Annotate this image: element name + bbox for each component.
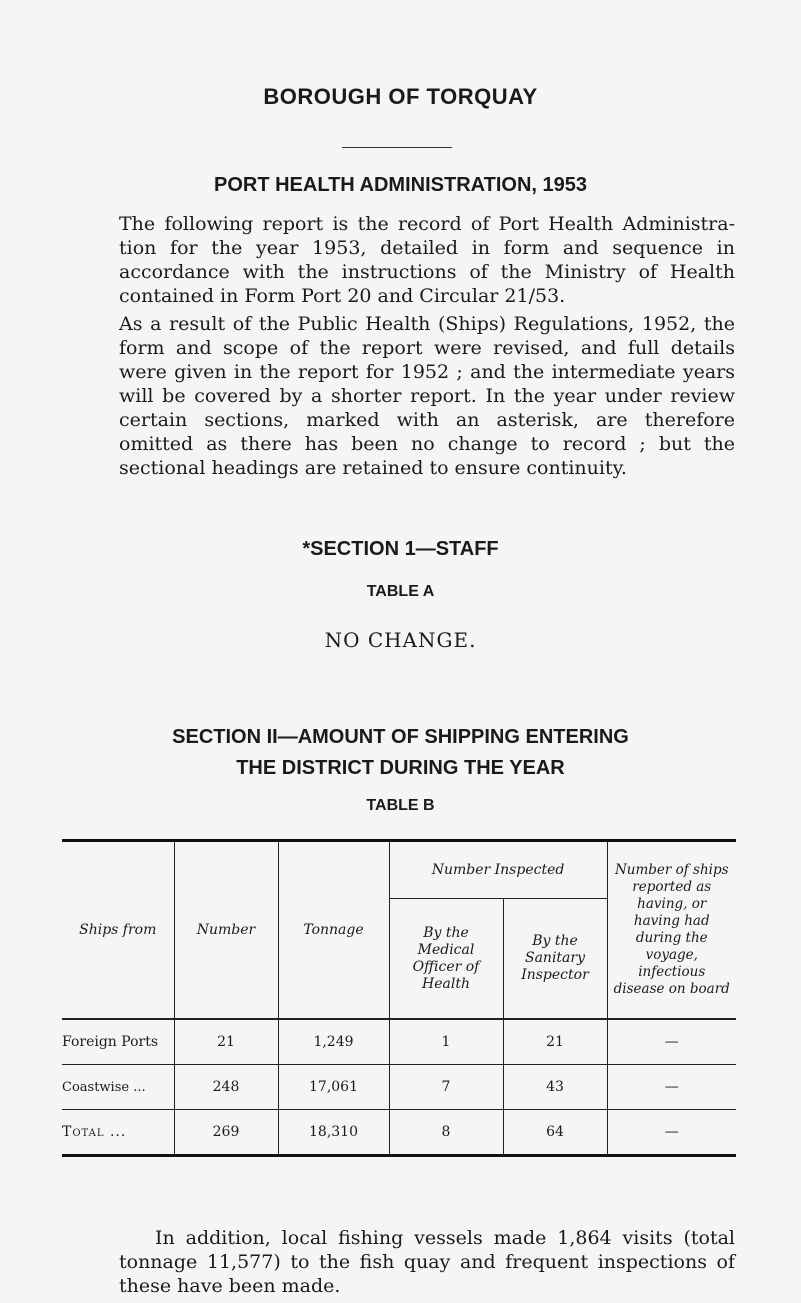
table-a-note: NO CHANGE. (324, 628, 477, 652)
cell-tonnage: 18,310 (278, 1110, 389, 1155)
table-row (62, 1065, 736, 1110)
header-number-inspected: Number Inspected (389, 842, 607, 899)
report-title: PORT HEALTH ADMINISTRATION, 1953 (214, 174, 587, 196)
scope-paragraph: As a result of the Public Health (Ships) Regulations, 1952, the form and scope of the report were revised, and full details were given in the report for 1952 ; and the intermediate years will be covered by a shorter report. In the year under review certain sections, marked with an asterisk, are therefore omitted as there has been no change to record ; but the sectional headings are retained to ensure continuity. (119, 313, 735, 479)
cell-number: 248 (174, 1065, 278, 1110)
cell-by-si: 64 (503, 1110, 607, 1155)
header-ships-from: Ships from (62, 842, 174, 1019)
cell-tonnage: 17,061 (278, 1065, 389, 1110)
cell-infectious: — (607, 1065, 736, 1110)
cell-number: 21 (174, 1019, 278, 1065)
cell-by-si: 43 (503, 1065, 607, 1110)
table-b-label: TABLE B (366, 797, 435, 814)
header-number: Number (174, 842, 278, 1019)
header-by-si: By the Sanitary Inspector (503, 899, 607, 1019)
title-divider (342, 147, 452, 148)
section-2-heading-line2: THE DISTRICT DURING THE YEAR (236, 757, 565, 779)
cell-number: 269 (174, 1110, 278, 1155)
cell-infectious: — (607, 1110, 736, 1155)
cell-infectious: — (607, 1019, 736, 1065)
cell-ships-from: Coastwise ... (62, 1079, 146, 1095)
table-row (62, 1019, 736, 1065)
section-1-heading: *SECTION 1—STAFF (302, 538, 499, 560)
header-infectious: Number of ships reported as having, or having had during the voyage, infectious disease on board (607, 842, 736, 1019)
section-2-heading-line1: SECTION II—AMOUNT OF SHIPPING ENTERING (172, 726, 629, 748)
cell-by-si: 21 (503, 1019, 607, 1065)
table-a-label: TABLE A (366, 583, 435, 600)
cell-tonnage: 1,249 (278, 1019, 389, 1065)
header-by-moh: By the Medical Officer of Health (389, 899, 503, 1019)
intro-paragraph: The following report is the record of Port Health Administra-tion for the year 1953, detailed in form and sequence in accordance with the instructions of the Ministry of Health contained in Form Port 20 and Circular 21/53. (119, 213, 735, 307)
header-tonnage: Tonnage (278, 842, 389, 1019)
cell-by-moh: 7 (389, 1065, 503, 1110)
cell-by-moh: 8 (389, 1110, 503, 1155)
table-b (62, 839, 736, 1157)
cell-by-moh: 1 (389, 1019, 503, 1065)
table-row-total (62, 1110, 736, 1155)
addition-paragraph: In addition, local fishing vessels made 1,864 visits (total tonnage 11,577) to the fish quay and frequent inspections of these have been made. (119, 1227, 735, 1297)
cell-ships-from: Foreign Ports (62, 1034, 159, 1050)
cell-ships-from: Total ... (62, 1124, 127, 1140)
borough-title: BOROUGH OF TORQUAY (263, 84, 538, 109)
